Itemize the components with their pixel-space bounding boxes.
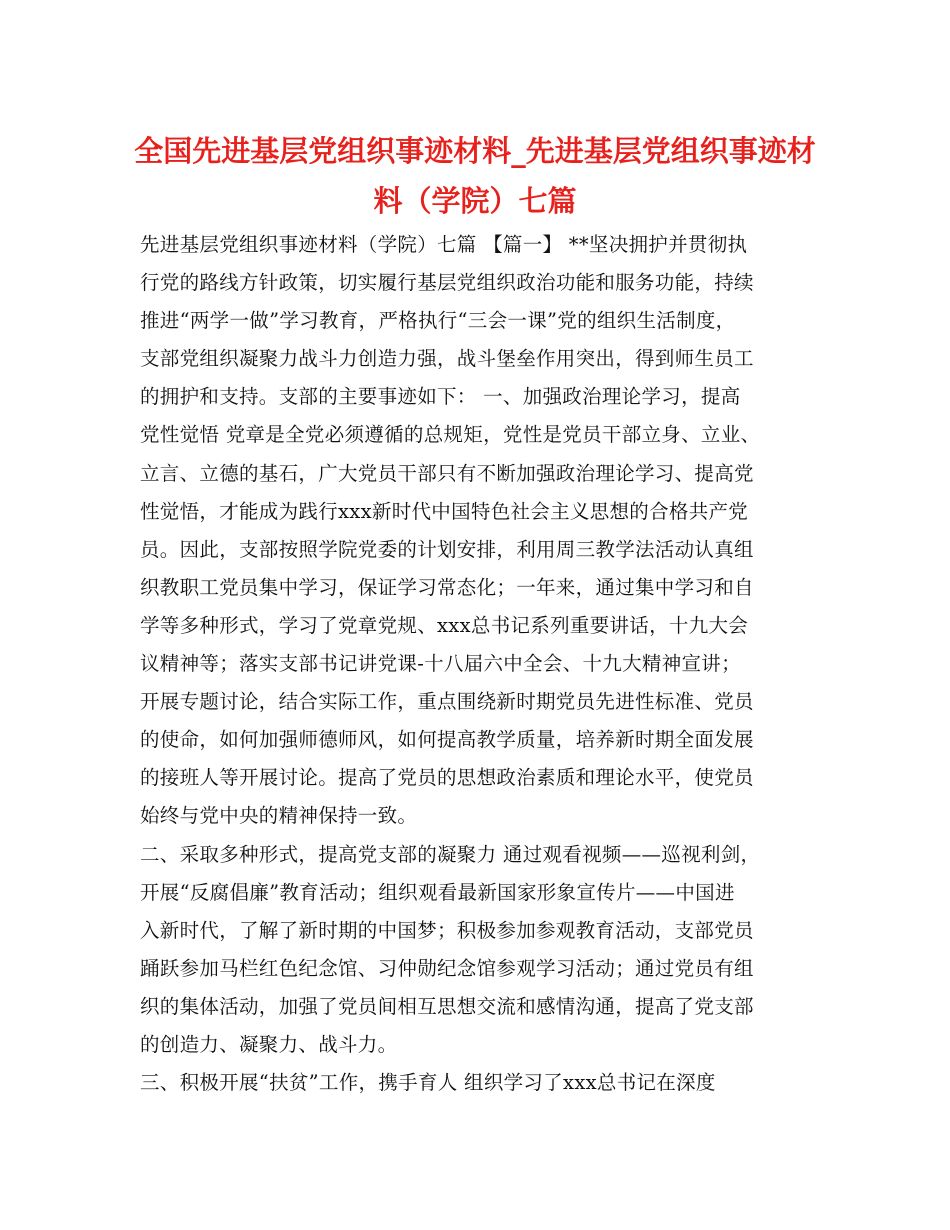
text-line: 的使命，如何加强师德师风，如何提高教学质量，培养新时期全面发展 bbox=[140, 728, 754, 752]
text-line: 入新时代，了解了新时期的中国梦；积极参加参观教育活动，支部党员 bbox=[140, 918, 754, 942]
text-line: 性觉悟，才能成为践行xxx新时代中国特色社会主义思想的合格共产党 bbox=[140, 499, 749, 523]
text-line: 织教职工党员集中学习，保证学习常态化；一年来，通过集中学习和自 bbox=[140, 575, 754, 599]
paragraph-2 bbox=[140, 836, 830, 1065]
text-line: 推进“两学一做”学习教育，严格执行“三会一课”党的组织生活制度， bbox=[140, 309, 736, 333]
text-line: 开展专题讨论，结合实际工作，重点围绕新时期党员先进性标准、党员 bbox=[140, 690, 754, 714]
paragraph-3 bbox=[140, 1064, 830, 1102]
document-body bbox=[140, 226, 830, 1102]
text-line: 立言、立德的基石，广大党员干部只有不断加强政治理论学习、提高党 bbox=[140, 461, 754, 485]
text-line: 开展“反腐倡廉”教育活动；组织观看最新国家形象宣传片——中国进 bbox=[140, 880, 735, 904]
text-line: 的创造力、凝聚力、战斗力。 bbox=[140, 1032, 398, 1056]
title-line: 全国先进基层党组织事迹材料_先进基层党组织事迹材 bbox=[134, 134, 816, 168]
text-line: 支部党组织凝聚力战斗力创造力强，战斗堡垒作用突出，得到师生员工 bbox=[140, 347, 754, 371]
title-line: 料（学院）七篇 bbox=[373, 184, 577, 218]
text-line: 三、积极开展“扶贫”工作，携手育人 组织学习了xxx总书记在深度 bbox=[140, 1071, 716, 1095]
text-line: 织的集体活动，加强了党员间相互思想交流和感情沟通，提高了党支部 bbox=[140, 994, 754, 1018]
text-line: 员。因此，支部按照学院党委的计划安排，利用周三教学法活动认真组 bbox=[140, 537, 754, 561]
text-line: 踊跃参加马栏红色纪念馆、习仲勋纪念馆参观学习活动；通过党员有组 bbox=[140, 956, 754, 980]
text-line: 先进基层党组织事迹材料（学院）七篇 【篇一】 **坚决拥护并贯彻执 bbox=[140, 233, 748, 256]
text-line: 的拥护和支持。支部的主要事迹如下： 一、加强政治理论学习，提高 bbox=[140, 385, 741, 409]
text-line: 党性觉悟 党章是全党必须遵循的总规矩，党性是党员干部立身、立业、 bbox=[140, 423, 761, 447]
text-line: 学等多种形式，学习了党章党规、xxx总书记系列重要讲话，十九大会 bbox=[140, 613, 749, 637]
paragraph-1 bbox=[140, 226, 830, 836]
text-line: 行党的路线方针政策，切实履行基层党组织政治功能和服务功能，持续 bbox=[140, 271, 754, 295]
text-line: 始终与党中央的精神保持一致。 bbox=[140, 804, 418, 828]
text-line: 议精神等；落实支部书记讲党课-十八届六中全会、十九大精神宣讲； bbox=[140, 652, 741, 676]
text-line: 的接班人等开展讨论。提高了党员的思想政治素质和理论水平，使党员 bbox=[140, 766, 754, 790]
document-title bbox=[120, 126, 830, 226]
text-line: 二、采取多种形式，提高党支部的凝聚力 通过观看视频——巡视利剑， bbox=[140, 842, 761, 866]
